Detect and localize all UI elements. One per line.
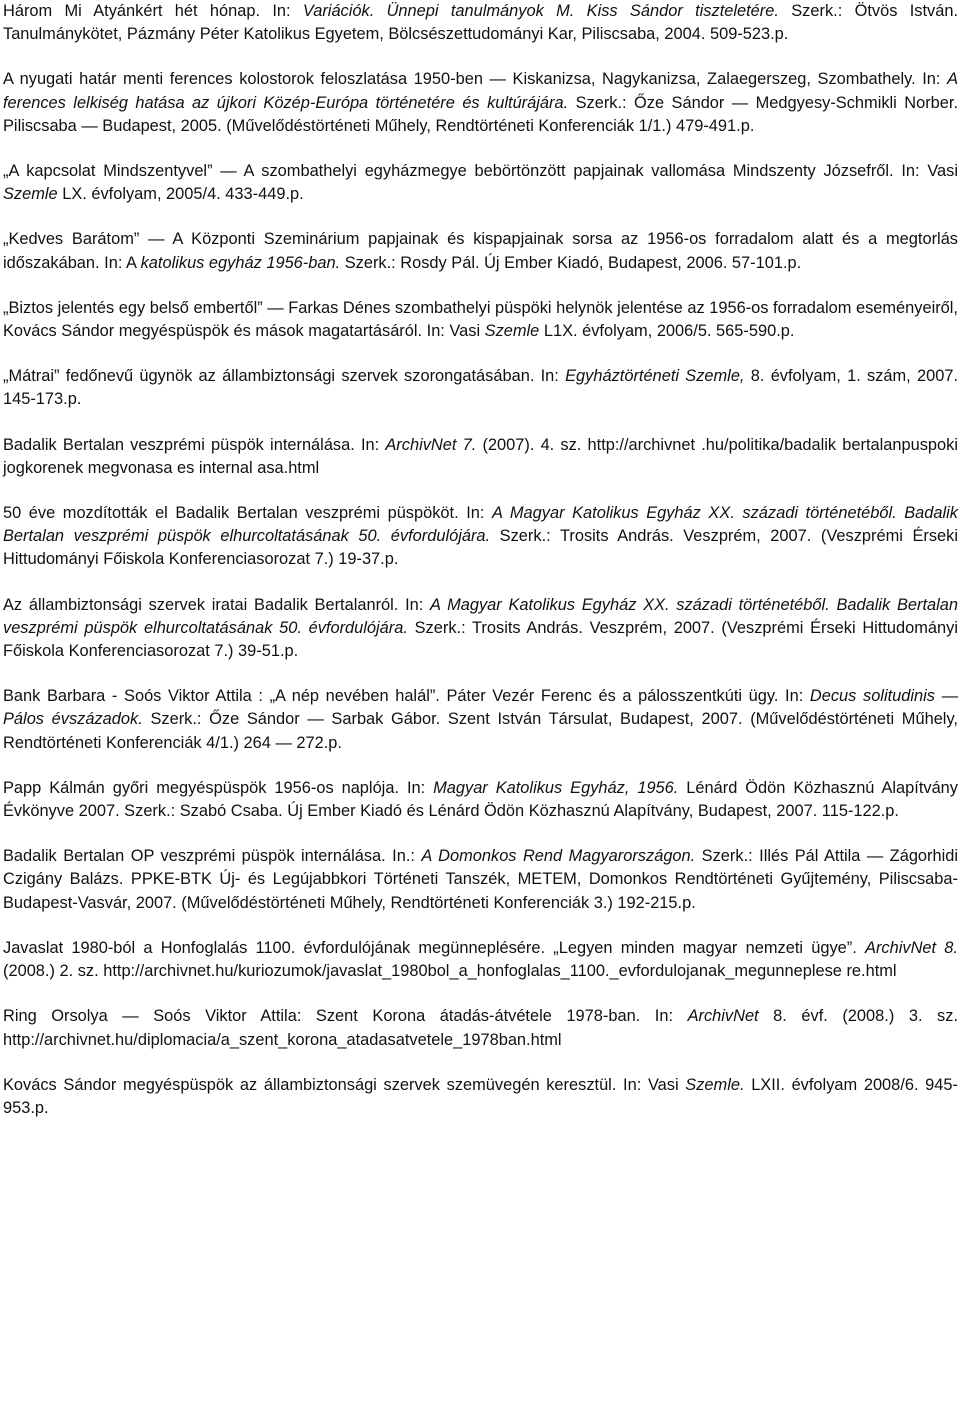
entry-text: „A kapcsolat Mindszentyvel” — A szombathelyi egyházmegye bebörtönzött papjainak vallomása Mindszenty Józsefről. In: Vasi	[3, 162, 958, 181]
entry-text: Szerk.: Illés Pál Attila — Zágorhidi Czigány Balázs. PPKE-BTK Új- és Legújabbkori Történeti Tanszék, METEM, Domonkos Rendtörténeti Gyűjtemény, Piliscsaba-Budapest-Vasvár, 2007. (Művelődéstörténeti Műhely, Rendtörténeti Konferenciák 3.) 192-215.p.	[3, 847, 959, 912]
entry-title-italic: A Magyar Katolikus Egyház XX. századi történetéből. Badalik Bertalan veszprémi püspök elhurcoltatásának 50. évfordulójára.	[3, 504, 958, 546]
entry-text: Papp Kálmán győri megyéspüspök 1956-os naplója. In:	[3, 778, 434, 797]
entry-title-italic: A Domonkos Rend Magyarországon.	[421, 847, 696, 866]
bibliography-entry	[3, 777, 958, 823]
entry-text: (2007). 4. sz. http://archivnet .hu/politika/badalik bertalanpuspoki jogkorenek megvonasa es internal asa.html	[3, 435, 958, 477]
entry-title-italic: A Magyar Katolikus Egyház XX. századi történetéből. Badalik Bertalan veszprémi püspök elhurcoltatásának 50. évfordulójára.	[3, 595, 958, 637]
entry-text: Badalik Bertalan veszprémi püspök internálása. In:	[3, 435, 386, 454]
entry-title-italic: Szemle	[3, 185, 58, 204]
entry-title-italic: Szemle	[484, 322, 540, 341]
entry-text: Kovács Sándor megyéspüspök az állambiztonsági szervek szemüvegén keresztül. In: Vasi	[3, 1075, 686, 1094]
entry-text: „Biztos jelentés egy belső embertől” — Farkas Dénes szombathelyi püspöki helynök jelentése az 1956-os forradalom eseményeiről, Kovács Sándor megyéspüspök és mások magatartásáról. In: Vasi	[3, 298, 958, 341]
entry-text: 50 éve mozdították el Badalik Bertalan veszprémi püspököt. In:	[3, 504, 493, 523]
bibliography-entry	[3, 297, 958, 343]
entry-url: http://archivnet.hu/kuriozumok/javaslat_1980bol_a_honfoglalas_1100._evfordulojanak_megunneplese re.html	[103, 962, 897, 981]
entry-text: Bank Barbara - Soós Viktor Attila : „A nép nevében halál”. Páter Vezér Ferenc és a pálosszentkúti ügy. In:	[3, 687, 810, 706]
bibliography-entry	[3, 502, 958, 572]
entry-title-italic: ArchivNet	[687, 1007, 759, 1026]
entry-text: LXII. évfolyam 2008/6. 945-953.p.	[3, 1075, 958, 1117]
bibliography-entry	[3, 685, 958, 755]
entry-title-italic: Szemle.	[685, 1075, 745, 1094]
entry-text: Lénárd Ödön Közhasznú Alapítvány Évkönyve 2007. Szerk.: Szabó Csaba. Új Ember Kiadó és Lénárd Ödön Közhasznú Alapítvány, Budapest, 2007. 115-122.p.	[3, 778, 958, 821]
entry-title-italic: Egyháztörténeti Szemle,	[565, 367, 745, 386]
entry-text: Szerk.: Rosdy Pál. Új Ember Kiadó, Budapest, 2006. 57-101.p.	[340, 253, 802, 272]
bibliography-entry	[3, 0, 958, 46]
bibliography-entry	[3, 937, 958, 983]
entry-text: „Mátrai” fedőnevű ügynök az állambiztonsági szervek szorongatásában. In:	[3, 367, 566, 386]
entry-title-italic: Decus solitudinis — Pálos évszázadok.	[3, 687, 958, 729]
bibliography-entry	[3, 160, 958, 206]
entry-text: Szerk.: Ötvös István. Tanulmánykötet, Pázmány Péter Katolikus Egyetem, Bölcsészettudományi Kar, Piliscsaba, 2004. 509-523.p.	[3, 2, 958, 44]
entry-text: Szerk.: Trosits András. Veszprém, 2007. (Veszprémi Érseki Hittudományi Főiskola Konferenciasorozat 7.) 39-51.p.	[3, 618, 958, 661]
entry-text: Szerk.: Őze Sándor — Medgyesy-Schmikli Norber. Piliscsaba — Budapest, 2005. (Művelődéstörténeti Műhely, Rendtörténeti Konferenciák 1/1.) 479-491.p.	[3, 93, 958, 135]
entry-text: 8. évf. (2008.) 3. sz. http://archivnet.hu/diplomacia/a_szent_korona_atadasatvetele_1978ban.html	[3, 1007, 958, 1049]
bibliography-entry	[3, 1005, 958, 1051]
bibliography-entry	[3, 845, 958, 915]
entry-title-italic: Variációk. Ünnepi tanulmányok M. Kiss Sándor tiszteletére.	[302, 2, 779, 20]
entry-title-italic: katolikus egyház 1956-ban.	[140, 253, 341, 272]
bibliography-list	[3, 0, 958, 1120]
entry-text: Ring Orsolya — Soós Viktor Attila: Szent Korona átadás-átvétele 1978-ban. In:	[3, 1007, 688, 1026]
entry-text: LX. évfolyam, 2005/4. 433-449.p.	[57, 185, 304, 204]
bibliography-entry	[3, 1074, 958, 1120]
entry-title-italic: ArchivNet 7.	[385, 435, 477, 454]
entry-text: Három Mi Atyánkért hét hónap. In:	[3, 2, 303, 20]
entry-text: Szerk.: Trosits András. Veszprém, 2007. (Veszprémi Érseki Hittudományi Főiskola Konferenciasorozat 7.) 19-37.p.	[3, 527, 958, 569]
bibliography-entry	[3, 228, 958, 274]
bibliography-entry	[3, 68, 958, 138]
entry-text: A nyugati határ menti ferences kolostorok feloszlatása 1950-ben — Kiskanizsa, Nagykanizsa, Zalaegerszeg, Szombathely. In:	[3, 70, 948, 89]
bibliography-entry	[3, 434, 958, 480]
entry-text: Badalik Bertalan OP veszprémi püspök internálása. In.:	[3, 847, 422, 866]
entry-title-italic: ArchivNet 8.	[865, 938, 958, 957]
entry-text: Szerk.: Őze Sándor — Sarbak Gábor. Szent István Társulat, Budapest, 2007. (Művelődéstörténeti Műhely, Rendtörténeti Konferenciák 4/1.) 264 — 272.p.	[3, 710, 958, 752]
entry-text: Javaslat 1980-ból a Honfoglalás 1100. évfordulójának megünneplésére. „Legyen minden magyar nemzeti ügye”.	[3, 938, 866, 957]
entry-text: „Kedves Barátom” — A Központi Szeminárium papjainak és kispapjainak sorsa az 1956-os forradalom alatt és a megtorlás időszakában. In: A	[3, 230, 958, 272]
bibliography-entry	[3, 365, 958, 411]
entry-text: (2008.) 2. sz.	[3, 962, 104, 981]
entry-text: 8. évfolyam, 1. szám, 2007. 145-173.p.	[3, 367, 959, 409]
entry-text: L1X. évfolyam, 2006/5. 565-590.p.	[539, 322, 795, 341]
entry-title-italic: Magyar Katolikus Egyház, 1956.	[433, 778, 679, 797]
entry-title-italic: A ferences lelkiség hatása az újkori Közép-Európa történetére és kultúrájára.	[3, 70, 958, 112]
bibliography-entry	[3, 594, 958, 664]
entry-text: Az állambiztonsági szervek iratai Badalik Bertalanról. In:	[3, 595, 431, 614]
